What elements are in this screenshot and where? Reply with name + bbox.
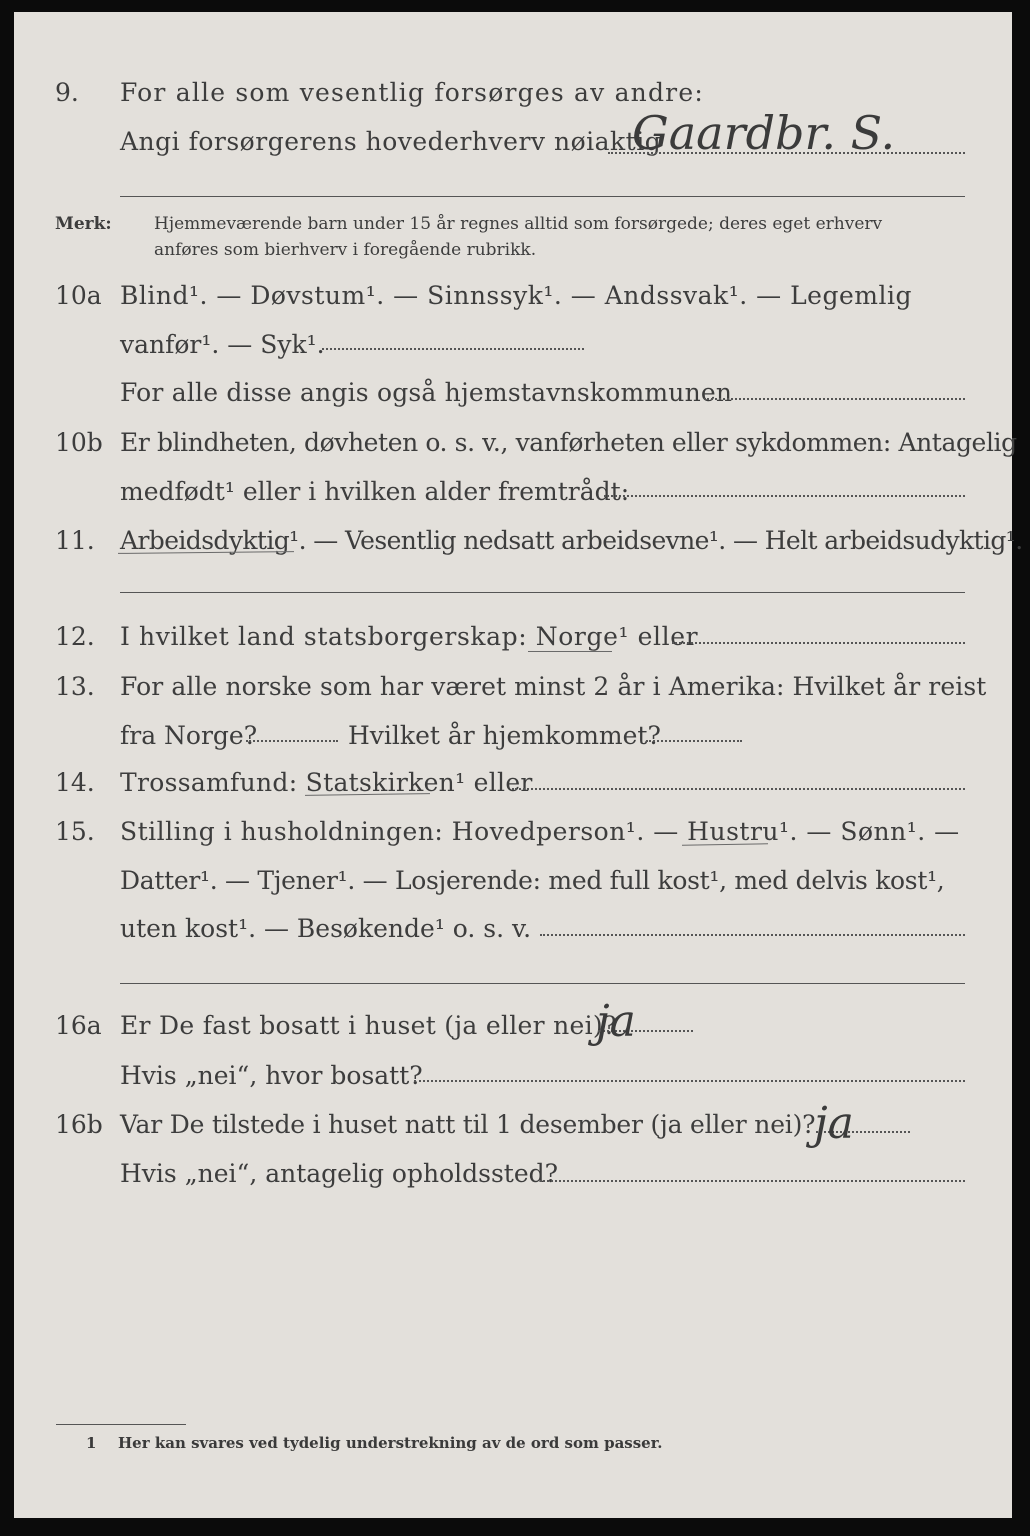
q16a-handwritten-answer: ja [596, 996, 636, 1047]
q15-dotted-line [540, 934, 965, 936]
footnote-marker: 1 [86, 1434, 97, 1452]
q10a-syk-dotted-line [322, 348, 584, 350]
merk-line2: anføres som bierhverv i foregående rubrikk. [154, 240, 537, 260]
item-number-16a: 16a [55, 1011, 102, 1040]
item-number-15: 15. [55, 817, 95, 846]
q9-line2: Angi forsørgerens hovederhverv nøiaktig [120, 127, 662, 156]
footnote-separator [56, 1424, 186, 1425]
item-number-9: 9. [55, 78, 79, 107]
q10b-dotted-line [604, 495, 965, 497]
q13-reist-dotted-line [246, 740, 338, 742]
census-form-page [14, 12, 1012, 1518]
q13-line1: For alle norske som har været minst 2 år i Amerika: Hvilket år reist [120, 672, 987, 701]
q16a-line2: Hvis „nei“, hvor bosatt? [120, 1061, 423, 1090]
q10a-line2: vanfør¹. — Syk¹. [120, 330, 325, 359]
item-number-10a: 10a [55, 281, 102, 310]
item-number-11: 11. [55, 526, 95, 555]
q12-line1: I hvilket land statsborgerskap: Norge¹ eller [120, 622, 699, 651]
q15-line1: Stilling i husholdningen: Hovedperson¹. — Hustru¹. — Sønn¹. — [120, 817, 960, 846]
q16b-handwritten-answer: ja [814, 1098, 854, 1149]
item-number-16b: 16b [55, 1110, 103, 1139]
q16b-line1: Var De tilstede i huset natt til 1 desember (ja eller nei)? [120, 1110, 816, 1139]
merk-label: Merk: [55, 214, 112, 234]
footnote-text: Her kan svares ved tydelig understrekning av de ord som passer. [118, 1434, 663, 1452]
q15-extra-line [120, 983, 965, 984]
q16a-line1: Er De fast bosatt i huset (ja eller nei)? [120, 1011, 617, 1040]
q11-extra-line [120, 592, 965, 593]
q11-line1: Arbeidsdyktig¹. — Vesentlig nedsatt arbeidsevne¹. — Helt arbeidsudyktig¹. [120, 526, 1023, 555]
q16b-opholdssted-dotted-line [540, 1180, 965, 1182]
q10a-line3: For alle disse angis også hjemstavnskommunen [120, 378, 733, 407]
q13-line2a: fra Norge? [120, 721, 258, 750]
q15-line2: Datter¹. — Tjener¹. — Losjerende: med full kost¹, med delvis kost¹, [120, 866, 945, 895]
q14-line1: Trossamfund: Statskirken¹ eller [120, 768, 533, 797]
merk-line1: Hjemmeværende barn under 15 år regnes alltid som forsørgede; deres eget erhverv [154, 214, 883, 234]
q9-line1: For alle som vesentlig forsørges av andre: [120, 78, 704, 107]
q12-norge-underline [528, 651, 612, 652]
q14-dotted-line [512, 788, 965, 790]
q9-extra-line [120, 196, 965, 197]
q16b-line2: Hvis „nei“, antagelig opholdssted? [120, 1159, 559, 1188]
q15-line3: uten kost¹. — Besøkende¹ o. s. v. [120, 914, 532, 943]
q13-line2b: Hvilket år hjemkommet? [348, 721, 661, 750]
item-number-10b: 10b [55, 428, 103, 457]
q10b-line2: medfødt¹ eller i hvilken alder fremtrådt: [120, 477, 630, 506]
q10a-line1: Blind¹. — Døvstum¹. — Sinnssyk¹. — Andssvak¹. — Legemlig [120, 281, 912, 310]
q10a-hjemstavn-dotted-line [704, 398, 965, 400]
q10b-line1: Er blindheten, døvheten o. s. v., vanførheten eller sykdommen: Antagelig [120, 428, 1017, 457]
item-number-13: 13. [55, 672, 95, 701]
item-number-12: 12. [55, 622, 95, 651]
q16a-bosatt-dotted-line [414, 1080, 965, 1082]
q12-dotted-line [672, 642, 965, 644]
q13-hjemkommet-dotted-line [646, 740, 742, 742]
item-number-14: 14. [55, 768, 95, 797]
q9-handwritten-answer: Gaardbr. S. [632, 106, 896, 160]
